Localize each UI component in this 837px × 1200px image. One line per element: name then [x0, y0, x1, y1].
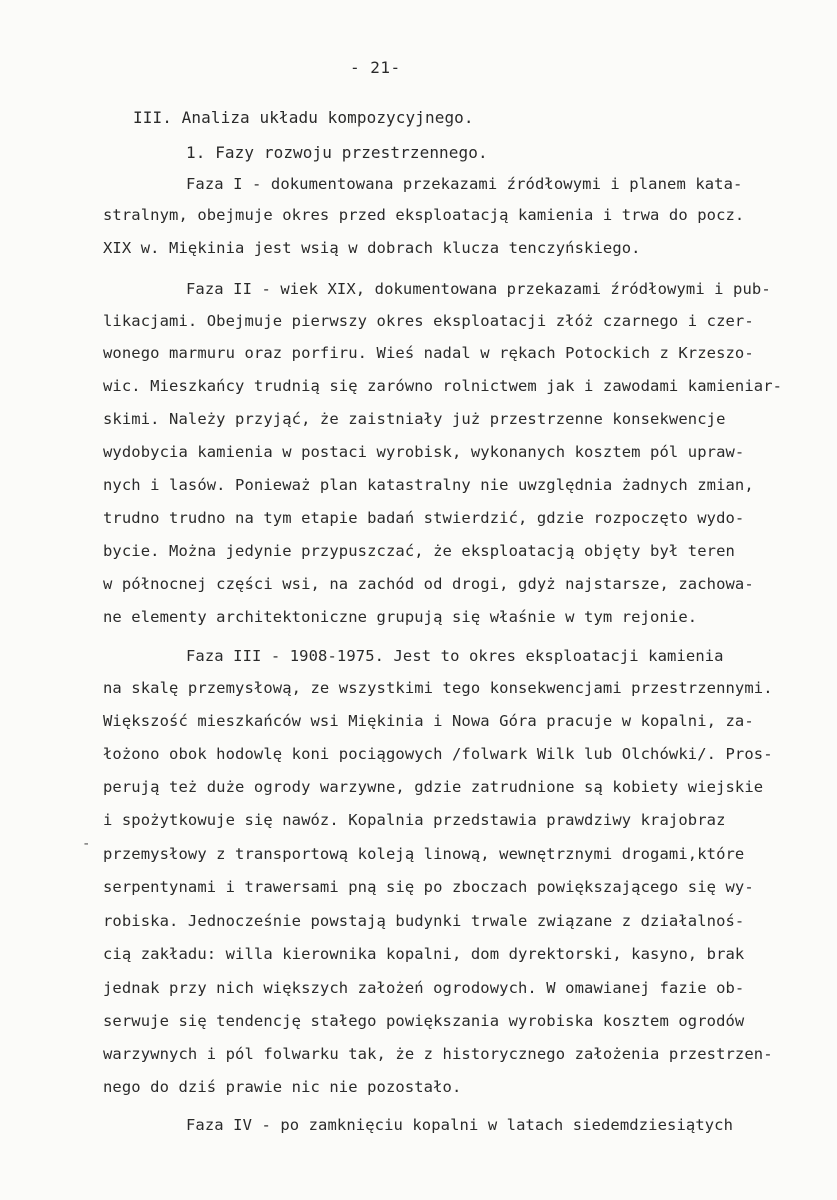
text-line: Większość mieszkańców wsi Miękinia i Nowa Góra pracuje w kopalni, za-: [103, 712, 754, 730]
text-line: warzywnych i pól folwarku tak, że z historycznego założenia przestrzen-: [103, 1045, 773, 1063]
text-line: robiska. Jednocześnie powstają budynki trwale związane z działalnoś-: [103, 912, 745, 930]
text-line: nych i lasów. Ponieważ plan katastralny nie uwzględnia żadnych zmian,: [103, 476, 754, 494]
text-line: przemysłowy z transportową koleją linową, wewnętrznymi drogami,które: [103, 845, 745, 863]
text-line: Faza I - dokumentowana przekazami źródłowymi i planem kata-: [186, 175, 743, 193]
text-line: nego do dziś prawie nic nie pozostało.: [103, 1078, 462, 1096]
text-line: na skalę przemysłową, ze wszystkimi tego konsekwencjami przestrzennymi.: [103, 679, 773, 697]
margin-mark: -: [82, 836, 91, 852]
text-line: jednak przy nich większych założeń ogrodowych. W omawianej fazie ob-: [103, 979, 745, 997]
section-heading: III. Analiza układu kompozycyjnego.: [133, 108, 474, 127]
text-line: wonego marmuru oraz porfiru. Wieś nadal w rękach Potockich z Krzeszo-: [103, 344, 754, 362]
text-line: wydobycia kamienia w postaci wyrobisk, wykonanych kosztem pól upraw-: [103, 443, 745, 461]
text-line: bycie. Można jedynie przypuszczać, że eksploatacją objęty był teren: [103, 542, 735, 560]
text-line: serwuje się tendencję stałego powiększania wyrobiska kosztem ogrodów: [103, 1012, 745, 1030]
text-line: w północnej części wsi, na zachód od drogi, gdyż najstarsze, zachowa-: [103, 575, 754, 593]
text-line: perują też duże ogrody warzywne, gdzie zatrudnione są kobiety wiejskie: [103, 778, 764, 796]
text-line: likacjami. Obejmuje pierwszy okres eksploatacji złóż czarnego i czer-: [103, 312, 754, 330]
text-line: ne elementy architektoniczne grupują się właśnie w tym rejonie.: [103, 608, 698, 626]
text-line: skimi. Należy przyjąć, że zaistniały już przestrzenne konsekwencje: [103, 410, 726, 428]
text-line: Faza III - 1908-1975. Jest to okres eksploatacji kamienia: [186, 647, 724, 665]
text-line: serpentynami i trawersami pną się po zboczach powiększającego się wy-: [103, 878, 754, 896]
text-line: XIX w. Miękinia jest wsią w dobrach klucza tenczyńskiego.: [103, 239, 641, 257]
text-line: Faza IV - po zamknięciu kopalni w latach siedemdziesiątych: [186, 1116, 734, 1134]
page-number: - 21-: [350, 58, 401, 77]
text-line: i spożytkowuje się nawóz. Kopalnia przedstawia prawdziwy krajobraz: [103, 811, 726, 829]
text-line: łożono obok hodowlę koni pociągowych /folwark Wilk lub Olchówki/. Pros-: [103, 745, 773, 763]
text-line: wic. Mieszkańcy trudnią się zarówno rolnictwem jak i zawodami kamieniar-: [103, 377, 783, 395]
subsection-heading: 1. Fazy rozwoju przestrzennego.: [186, 143, 488, 162]
text-line: cią zakładu: willa kierownika kopalni, dom dyrektorski, kasyno, brak: [103, 945, 745, 963]
text-line: stralnym, obejmuje okres przed eksploatacją kamienia i trwa do pocz.: [103, 206, 745, 224]
text-line: Faza II - wiek XIX, dokumentowana przekazami źródłowymi i pub-: [186, 280, 771, 298]
text-line: trudno trudno na tym etapie badań stwierdzić, gdzie rozpoczęto wydo-: [103, 509, 745, 527]
